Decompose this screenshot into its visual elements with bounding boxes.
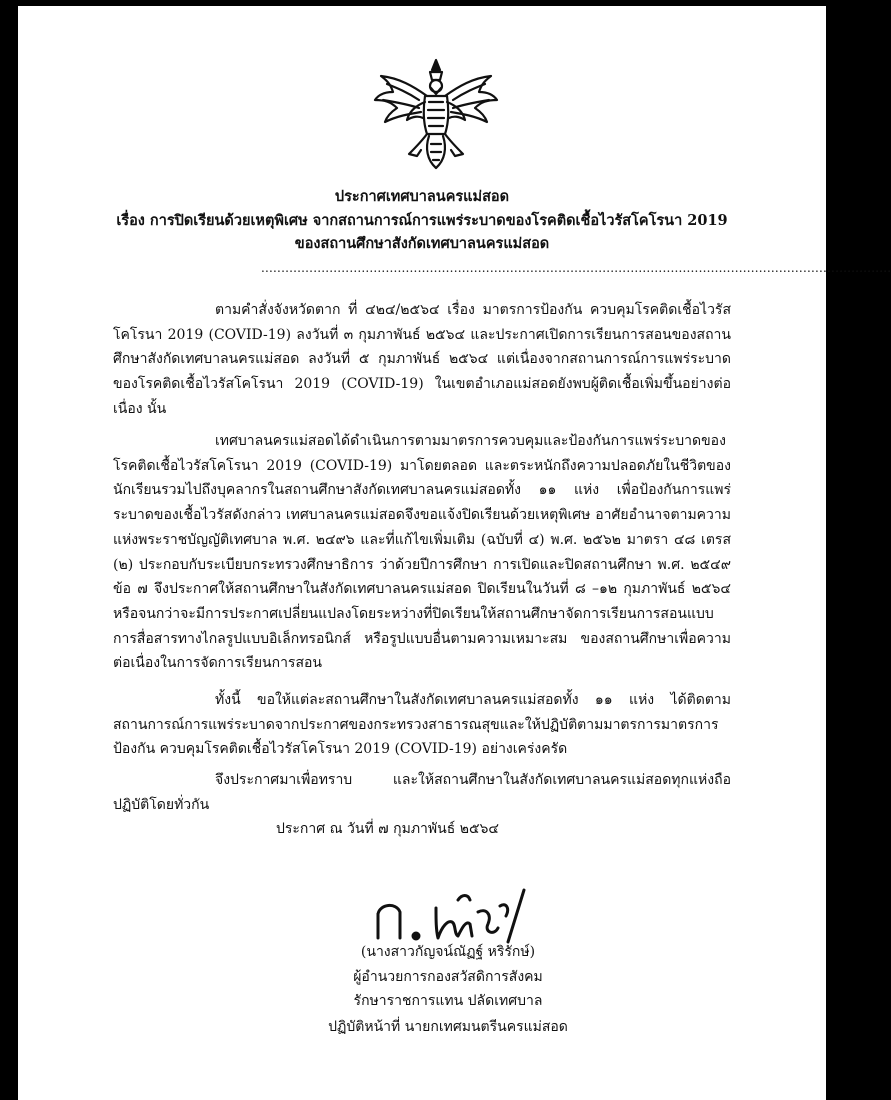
document-subject-continued: ของสถานศึกษาสังกัดเทศบาลนครแม่สอด xyxy=(294,235,550,252)
signer-name: (นางสาวกัญจน์ณัฏฐ์ หริรักษ์) xyxy=(360,944,536,960)
signer-position-3: ปฏิบัติหน้าที่ นายกเทศมนตรีนครแม่สอด xyxy=(328,1019,568,1035)
document-subject: เรื่อง การปิดเรียนด้วยเหตุพิเศษ จากสถานการณ์การแพร่ระบาดของโรคติดเชื้อไวรัสโคโรนา 2019 xyxy=(116,212,728,229)
document-title: ประกาศเทศบาลนครแม่สอด xyxy=(334,188,510,205)
body-paragraph-3: ทั้งนี้ ขอให้แต่ละสถานศึกษาในสังกัดเทศบาลนครแม่สอดทั้ง ๑๑ แห่ง ได้ติดตามสถานการณ์การแพร่ระบาดจากประกาศของกระทรวงสาธารณสุขและให้ปฏิบัติตามมาตรการมาตรการป้องกัน ควบคุมโรคติดเชื้อไวรัสโคโรนา 2019 (COVID-19) อย่างเคร่งครัด xyxy=(113,692,731,758)
signer-position-1: ผู้อำนวยการกองสวัสดิการสังคม xyxy=(353,969,543,985)
document-page xyxy=(18,6,891,1100)
handwritten-signature xyxy=(366,886,566,946)
body-paragraph-1: ตามคำสั่งจังหวัดตาก ที่ ๔๒๔/๒๕๖๔ เรื่อง มาตรการป้องกัน ควบคุมโรคติดเชื้อไวรัสโคโรนา 2019 (COVID-19) ลงวันที่ ๓ กุมภาพันธ์ ๒๕๖๔ และประกาศเปิดการเรียนการสอนของสถานศึกษาสังกัดเทศบาลนครแม่สอด ลงวันที่ ๕ กุมภาพันธ์ ๒๕๖๔ แต่เนื่องจากสถานการณ์การแพร่ระบาดของโรคติดเชื้อไวรัสโคโรนา 2019 (COVID-19) ในเขตอำเภอแม่สอดยังพบผู้ติดเชื้อเพิ่มขึ้นอย่างต่อเนื่อง นั้น xyxy=(113,302,731,417)
announcement-date: ประกาศ ณ วันที่ ๗ กุมภาพันธ์ ๒๕๖๔ xyxy=(276,821,500,837)
garuda-emblem-icon xyxy=(369,56,503,172)
dotted-separator: ............................................................................................................................................................. xyxy=(261,261,891,275)
signer-position-2: รักษาราชการแทน ปลัดเทศบาล xyxy=(353,993,543,1009)
body-paragraph-4: จึงประกาศมาเพื่อทราบ และให้สถานศึกษาในสังกัดเทศบาลนครแม่สอดทุกแห่งถือปฏิบัติโดยทั่วกัน xyxy=(113,772,731,813)
body-paragraph-2: เทศบาลนครแม่สอดได้ดำเนินการตามมาตรการควบคุมและป้องกันการแพร่ระบาดของโรคติดเชื้อไวรัสโคโรนา 2019 (COVID-19) มาโดยตลอด และตระหนักถึงความปลอดภัยในชีวิตของนักเรียนรวมไปถึงบุคลากรในสถานศึกษาสังกัดเทศบาลนครแม่สอดทั้ง ๑๑ แห่ง เพื่อป้องกันการแพร่ระบาดของเชื้อไวรัสดังกล่าว เทศบาลนครแม่สอดจึงขอแจ้งปิดเรียนด้วยเหตุพิเศษ อาศัยอำนาจตามความแห่งพระราชบัญญัติเทศบาล พ.ศ. ๒๔๙๖ และที่แก้ไขเพิ่มเติม (ฉบับที่ ๔) พ.ศ. ๒๕๖๒ มาตรา ๔๘ เตรส (๒) ประกอบกับระเบียบกระทรวงศึกษาธิการ ว่าด้วยปีการศึกษา การเปิดและปิดสถานศึกษา พ.ศ. ๒๕๔๙ ข้อ ๗ จึงประกาศให้สถานศึกษาในสังกัดเทศบาลนครแม่สอด ปิดเรียนในวันที่ ๘ –๑๒ กุมภาพันธ์ ๒๕๖๔ หรือจนกว่าจะมีการประกาศเปลี่ยนแปลงโดยระหว่างที่ปิดเรียนให้สถานศึกษาจัดการเรียนการสอนแบบการสื่อสารทางไกลรูปแบบอิเล็กทรอนิกส์ หรือรูปแบบอื่นตามความเหมาะสม ของสถานศึกษาเพื่อความต่อเนื่องในการจัดการเรียนการสอน xyxy=(113,433,731,672)
